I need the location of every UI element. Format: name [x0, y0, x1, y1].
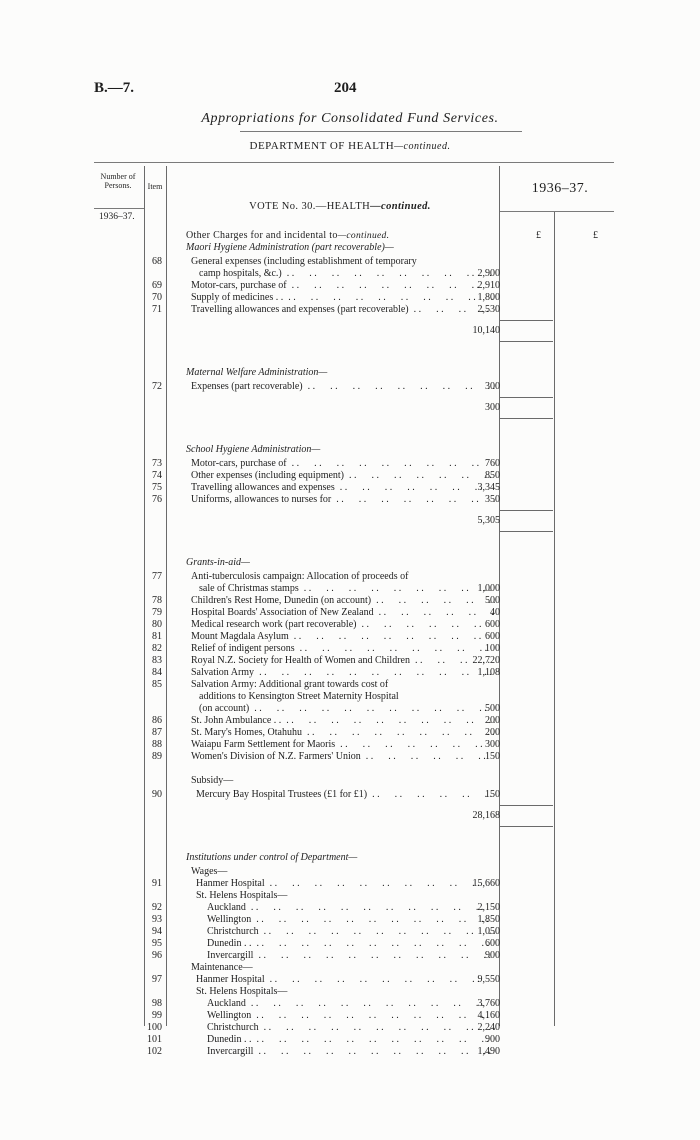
persons-year-label: 1936–37. [99, 212, 135, 222]
item-number: 101 [147, 1034, 162, 1045]
item-description: Dunedin . . . . [207, 938, 495, 950]
item-number: 69 [152, 280, 162, 291]
item-description: Medical research work (part recoverable) . . [191, 619, 495, 631]
item-number: 76 [152, 494, 162, 505]
section-heading [0, 557, 700, 569]
item-number: 74 [152, 470, 162, 481]
table-row [0, 256, 700, 268]
table-row [0, 631, 700, 643]
table-row [0, 727, 700, 739]
item-description: Supply of medicines . . . . [191, 292, 495, 304]
total-rule [500, 531, 553, 532]
item-amount: 2,150 [477, 902, 500, 913]
item-description: Hanmer Hospital . . [196, 878, 495, 890]
item-description: Anti-tuberculosis campaign: Allocation of proceeds of [191, 571, 409, 582]
item-description: sale of Christmas stamps . . [199, 583, 495, 595]
document-reference: B.—7. [94, 80, 135, 96]
table-row [0, 280, 700, 292]
item-description: Mount Magdala Asylum . . [191, 631, 495, 643]
item-description: Invercargill . . [207, 1046, 495, 1058]
year-heading: 1936–37. [531, 181, 589, 196]
table-row [0, 655, 700, 667]
section-heading [0, 242, 700, 254]
department-continued: —continued. [394, 141, 451, 152]
table-row [0, 986, 700, 998]
table-row [0, 950, 700, 962]
department-name: DEPARTMENT OF HEALTH [249, 140, 395, 152]
table-row [0, 458, 700, 470]
item-description: Hanmer Hospital . . [196, 974, 495, 986]
total-rule [500, 320, 553, 321]
item-number: 72 [152, 381, 162, 392]
item-number: 78 [152, 595, 162, 606]
table-row [0, 926, 700, 938]
item-number: 82 [152, 643, 162, 654]
item-amount: 2,240 [477, 1022, 500, 1033]
page-title: Appropriations for Consolidated Fund Services. [201, 111, 499, 126]
item-number: 89 [152, 751, 162, 762]
item-amount: 150 [485, 751, 500, 762]
item-description: St. John Ambulance . . . . [191, 715, 495, 727]
table-row [0, 914, 700, 926]
item-number: 98 [152, 998, 162, 1009]
section-total: 5,305 [477, 515, 500, 526]
section-heading [0, 367, 700, 379]
total-rule [500, 397, 553, 398]
section-heading-text: Institutions under control of Department— [186, 852, 358, 863]
section-heading-text: Maternal Welfare Administration— [186, 367, 328, 378]
item-description: Mercury Bay Hospital Trustees (£1 for £1) . . [196, 789, 495, 801]
item-amount: 500 [485, 703, 500, 714]
item-amount: 350 [485, 494, 500, 505]
item-number: 97 [152, 974, 162, 985]
item-amount: 300 [485, 381, 500, 392]
pound-sign-left: £ [536, 230, 541, 241]
item-amount: 100 [485, 643, 500, 654]
item-amount: 3,345 [477, 482, 500, 493]
title-rule [240, 131, 522, 132]
item-amount: 9,550 [477, 974, 500, 985]
item-number: 95 [152, 938, 162, 949]
table-row [0, 583, 700, 595]
item-number: 80 [152, 619, 162, 630]
table-row [0, 571, 700, 583]
vote-continued: —continued. [370, 201, 431, 212]
item-amount: 15,660 [472, 878, 500, 889]
table-row [0, 643, 700, 655]
section-total: 28,168 [472, 810, 500, 821]
section-heading-text: School Hygiene Administration— [186, 444, 321, 455]
item-amount: 200 [485, 727, 500, 738]
total-rule [500, 826, 553, 827]
item-amount: 1,108 [477, 667, 500, 678]
item-description: Auckland . . [207, 998, 495, 1010]
item-amount: 4,160 [477, 1010, 500, 1021]
item-amount: 600 [485, 938, 500, 949]
item-description: (on account) . . [199, 703, 495, 715]
item-number: 79 [152, 607, 162, 618]
pound-sign-right: £ [593, 230, 598, 241]
table-row [0, 890, 700, 902]
vote-label: VOTE No. 30.—HEALTH [249, 201, 371, 212]
item-description: Uniforms, allowances to nurses for . . [191, 494, 495, 506]
section-heading-text: Subsidy— [191, 775, 234, 786]
section-heading [0, 962, 700, 974]
item-description: Waiapu Farm Settlement for Maoris . . [191, 739, 495, 751]
item-amount: 2,530 [477, 304, 500, 315]
item-number: 87 [152, 727, 162, 738]
table-row [0, 1010, 700, 1022]
section-heading [0, 852, 700, 864]
other-charges-continued: —continued. [337, 231, 390, 241]
item-number: 84 [152, 667, 162, 678]
item-number: 68 [152, 256, 162, 267]
table-row [0, 470, 700, 482]
department-heading [0, 140, 700, 152]
item-number: 71 [152, 304, 162, 315]
item-amount: 22,720 [472, 655, 500, 666]
item-amount: 300 [485, 739, 500, 750]
section-total: 300 [485, 402, 500, 413]
item-number: 90 [152, 789, 162, 800]
table-row [0, 381, 700, 393]
section-total: 10,140 [472, 325, 500, 336]
item-number: 81 [152, 631, 162, 642]
section-heading [0, 775, 700, 787]
item-amount: 900 [485, 1034, 500, 1045]
table-row [0, 739, 700, 751]
item-number: 102 [147, 1046, 162, 1057]
item-amount: 1,490 [477, 1046, 500, 1057]
table-row [0, 1046, 700, 1058]
item-number: 100 [147, 1022, 162, 1033]
table-row [0, 998, 700, 1010]
item-description: Relief of indigent persons . . [191, 643, 495, 655]
item-description: camp hospitals, &c.) . . [199, 268, 495, 280]
item-number: 93 [152, 914, 162, 925]
section-heading-text: Wages— [191, 866, 228, 877]
item-description: Wellington . . [207, 914, 495, 926]
table-row [0, 292, 700, 304]
item-description: Children's Rest Home, Dunedin (on account) . . [191, 595, 495, 607]
item-amount: 600 [485, 631, 500, 642]
item-description: General expenses (including establishment of temporary [191, 256, 417, 267]
item-description: Salvation Army . . [191, 667, 495, 679]
item-number: 83 [152, 655, 162, 666]
item-amount: 850 [485, 470, 500, 481]
item-description: Auckland . . [207, 902, 495, 914]
section-heading [0, 866, 700, 878]
item-amount: 600 [485, 619, 500, 630]
item-amount: 200 [485, 715, 500, 726]
item-description: Motor-cars, purchase of . . [191, 280, 495, 292]
table-row [0, 494, 700, 506]
item-description: Christchurch . . [207, 1022, 495, 1034]
item-amount: 1,000 [477, 583, 500, 594]
table-row [0, 974, 700, 986]
item-description: Other expenses (including equipment) . . [191, 470, 495, 482]
section-heading-text: Maori Hygiene Administration (part recoverable)— [186, 242, 394, 253]
item-description: Travelling allowances and expenses . . [191, 482, 495, 494]
page-number: 204 [334, 80, 357, 96]
header-rule [94, 162, 614, 163]
item-amount: 900 [485, 950, 500, 961]
amount-heading-rule [500, 211, 614, 212]
other-charges-heading [186, 230, 389, 241]
item-description: Christchurch . . [207, 926, 495, 938]
table-row [0, 1022, 700, 1034]
section-heading [0, 444, 700, 456]
item-description: Expenses (part recoverable) . . [191, 381, 495, 393]
item-amount: 760 [485, 458, 500, 469]
total-rule [500, 341, 553, 342]
item-description: Invercargill . . [207, 950, 495, 962]
table-row [0, 789, 700, 801]
item-description: Dunedin . . . . [207, 1034, 495, 1046]
item-number: 92 [152, 902, 162, 913]
item-number: 75 [152, 482, 162, 493]
total-rule [500, 418, 553, 419]
table-row [0, 902, 700, 914]
vote-title [190, 201, 490, 212]
item-amount: 500 [485, 595, 500, 606]
item-number: 88 [152, 739, 162, 750]
number-of-persons-heading: Number of Persons. [100, 172, 136, 190]
table-row [0, 482, 700, 494]
item-number: 99 [152, 1010, 162, 1021]
item-amount: 1,050 [477, 926, 500, 937]
item-amount: 40 [490, 607, 500, 618]
item-description: St. Helens Hospitals— [196, 986, 288, 997]
item-description: Wellington . . [207, 1010, 495, 1022]
item-amount: 1,850 [477, 914, 500, 925]
total-rule [500, 510, 553, 511]
item-number: 73 [152, 458, 162, 469]
item-description: St. Mary's Homes, Otahuhu . . [191, 727, 495, 739]
item-description: Travelling allowances and expenses (part recoverable) . . [191, 304, 495, 316]
table-row [0, 679, 700, 691]
table-row [0, 595, 700, 607]
item-description: Hospital Boards' Association of New Zealand . . [191, 607, 495, 619]
item-number: 91 [152, 878, 162, 889]
item-number: 70 [152, 292, 162, 303]
item-description: Motor-cars, purchase of . . [191, 458, 495, 470]
table-row [0, 703, 700, 715]
item-number: 96 [152, 950, 162, 961]
item-description: Salvation Army: Additional grant towards cost of [191, 679, 389, 690]
item-amount: 3,760 [477, 998, 500, 1009]
persons-heading-rule [94, 208, 144, 209]
table-row [0, 1034, 700, 1046]
item-amount: 1,800 [477, 292, 500, 303]
section-heading-text: Maintenance— [191, 962, 253, 973]
section-heading-text: Grants-in-aid— [186, 557, 250, 568]
item-number: 94 [152, 926, 162, 937]
table-row [0, 304, 700, 316]
item-amount: 2,900 [477, 268, 500, 279]
other-charges-label: Other Charges for and incidental to [186, 230, 338, 241]
table-row [0, 715, 700, 727]
item-amount: 2,910 [477, 280, 500, 291]
item-description: Royal N.Z. Society for Health of Women and Children . . [191, 655, 495, 667]
item-number: 77 [152, 571, 162, 582]
item-amount: 150 [485, 789, 500, 800]
item-description: St. Helens Hospitals— [196, 890, 288, 901]
item-heading: Item [147, 182, 163, 191]
table-row [0, 607, 700, 619]
table-row [0, 268, 700, 280]
item-description: additions to Kensington Street Maternity Hospital [199, 691, 399, 702]
table-row [0, 667, 700, 679]
table-row [0, 938, 700, 950]
item-description: Women's Division of N.Z. Farmers' Union . . [191, 751, 495, 763]
table-row [0, 691, 700, 703]
item-number: 85 [152, 679, 162, 690]
item-number: 86 [152, 715, 162, 726]
table-row [0, 751, 700, 763]
table-row [0, 878, 700, 890]
table-row [0, 619, 700, 631]
total-rule [500, 805, 553, 806]
